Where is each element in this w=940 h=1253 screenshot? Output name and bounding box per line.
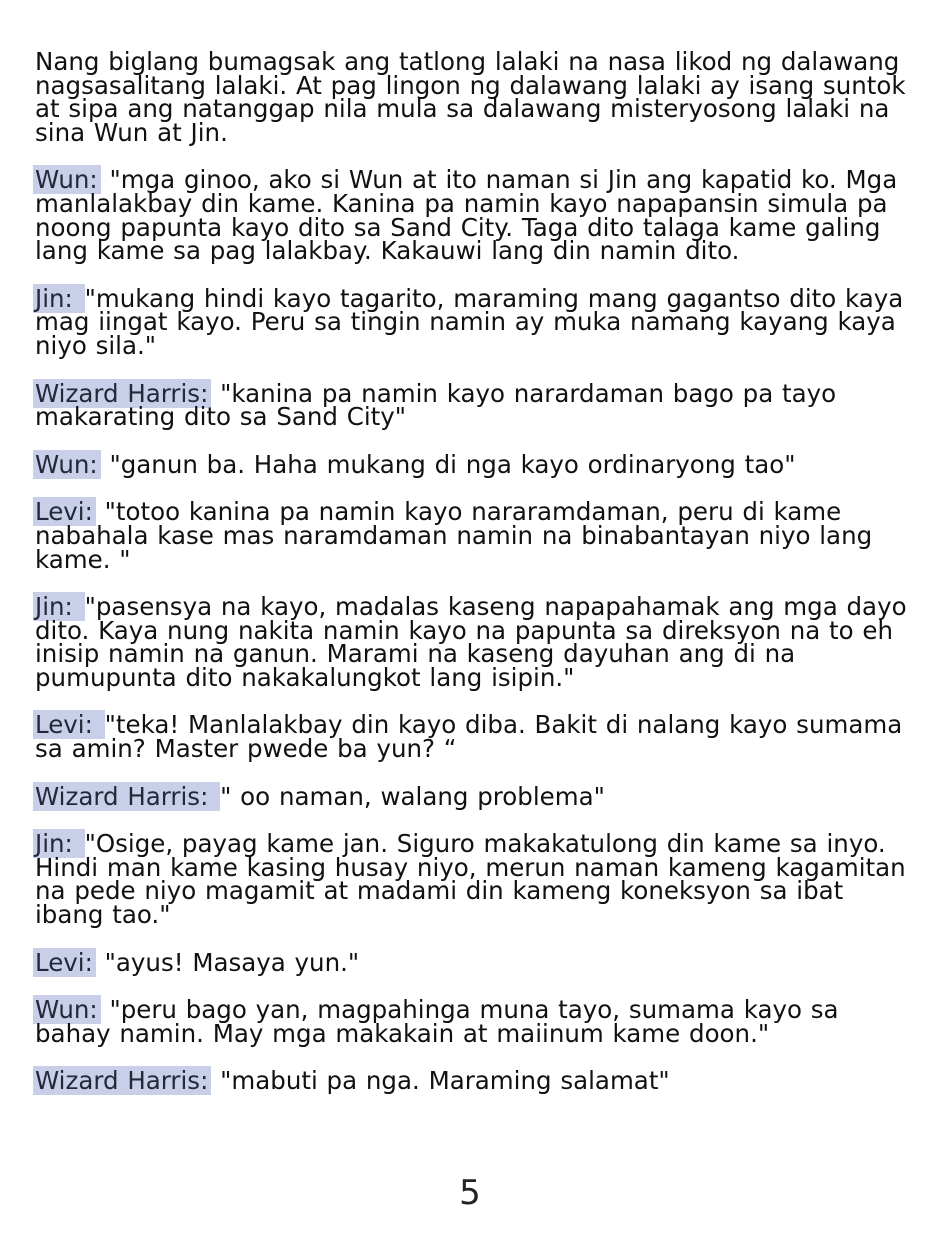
page-content: [35, 47, 915, 1117]
dialogue-text: "mabuti pa nga. Maraming salamat": [211, 1066, 670, 1096]
page-number: 5: [459, 1173, 481, 1213]
speaker-label-wun: Wun:: [33, 995, 101, 1024]
speaker-label-wun: Wun:: [33, 450, 101, 479]
dialogue-text: "mga ginoo, ako si Wun at ito naman si Jin ang kapatid ko. Mga manlalakbay din kame. Kanina pa namin kayo napapansin simula pa noong papunta kayo dito sa Sand City. Taga dito talaga kame galing lang kame sa pag lalakbay. Kakauwi lang din namin dito.: [35, 165, 898, 266]
dialogue-paragraph: [35, 829, 915, 930]
paragraph-text: Nang biglang bumagsak ang tatlong lalaki na nasa likod ng dalawang nagsasalitang lalaki. At pag lingon ng dalawang lalaki ay isang suntok at sipa ang natanggap nila mula sa dalawang misteryosong lalaki na sina Wun at Jin.: [35, 47, 906, 147]
dialogue-paragraph: [35, 497, 915, 574]
dialogue-paragraph: [35, 283, 915, 360]
speaker-label-levi: Levi:: [33, 710, 105, 739]
speaker-label-levi: Levi:: [33, 948, 96, 977]
dialogue-paragraph: [35, 449, 915, 479]
speaker-label-jin: Jin:: [33, 284, 85, 313]
dialogue-text: " oo naman, walang problema": [220, 781, 605, 811]
dialogue-text: "mukang hindi kayo tagarito, maraming mang gagantso dito kaya mag iingat kayo. Peru sa tingin namin ay muka namang kayang kaya niyo sila.": [35, 283, 904, 360]
speaker-label-wun: Wun:: [33, 165, 101, 194]
dialogue-text: "Osige, payag kame jan. Siguro makakatulong din kame sa inyo. Hindi man kame kasing husay niyo, merun naman kameng kagamitan na pede niyo magamit at madami din kameng koneksyon sa ibat ibang tao.": [35, 829, 906, 930]
dialogue-paragraph: [35, 781, 915, 811]
speaker-label-levi: Levi:: [33, 497, 96, 526]
dialogue-text: "ayus! Masaya yun.": [95, 947, 360, 977]
speaker-label-wizard-harris: Wizard Harris:: [33, 379, 211, 408]
dialogue-text: "ganun ba. Haha mukang di nga kayo ordinaryong tao": [100, 449, 796, 479]
speaker-label-jin: Jin:: [33, 592, 85, 621]
dialogue-text: "peru bago yan, magpahinga muna tayo, sumama kayo sa bahay namin. May mga makakain at maiinum kame doon.": [35, 995, 839, 1048]
dialogue-paragraph: [35, 947, 915, 977]
dialogue-paragraph: [35, 1066, 915, 1096]
dialogue-text: "pasensya na kayo, madalas kaseng napapahamak ang mga dayo dito. Kaya nung nakita namin kayo na papunta sa direksyon na to eh inisip namin na ganun. Marami na kaseng dayuhan ang di na pumupunta dito nakakalungkot lang isipin.": [35, 592, 907, 692]
dialogue-text: "kanina pa namin kayo narardaman bago pa tayo makarating dito sa Sand City": [35, 378, 837, 432]
dialogue-paragraph: [35, 592, 915, 692]
dialogue-paragraph: [35, 378, 915, 432]
dialogue-paragraph: [35, 165, 915, 266]
dialogue-paragraph: [35, 995, 915, 1048]
speaker-label-jin: Jin:: [33, 829, 85, 858]
narration-paragraph: [35, 47, 915, 147]
dialogue-paragraph: [35, 710, 915, 764]
speaker-label-wizard-harris: Wizard Harris:: [33, 1066, 211, 1095]
dialogue-text: "totoo kanina pa namin kayo nararamdaman, peru di kame nabahala kase mas naramdaman namin na binabantayan niyo lang kame. ": [35, 497, 873, 574]
dialogue-text: "teka! Manlalakbay din kayo diba. Bakit di nalang kayo sumama sa amin? Master pwede ba yun? “: [35, 710, 903, 764]
speaker-label-wizard-harris: Wizard Harris:: [33, 782, 220, 811]
